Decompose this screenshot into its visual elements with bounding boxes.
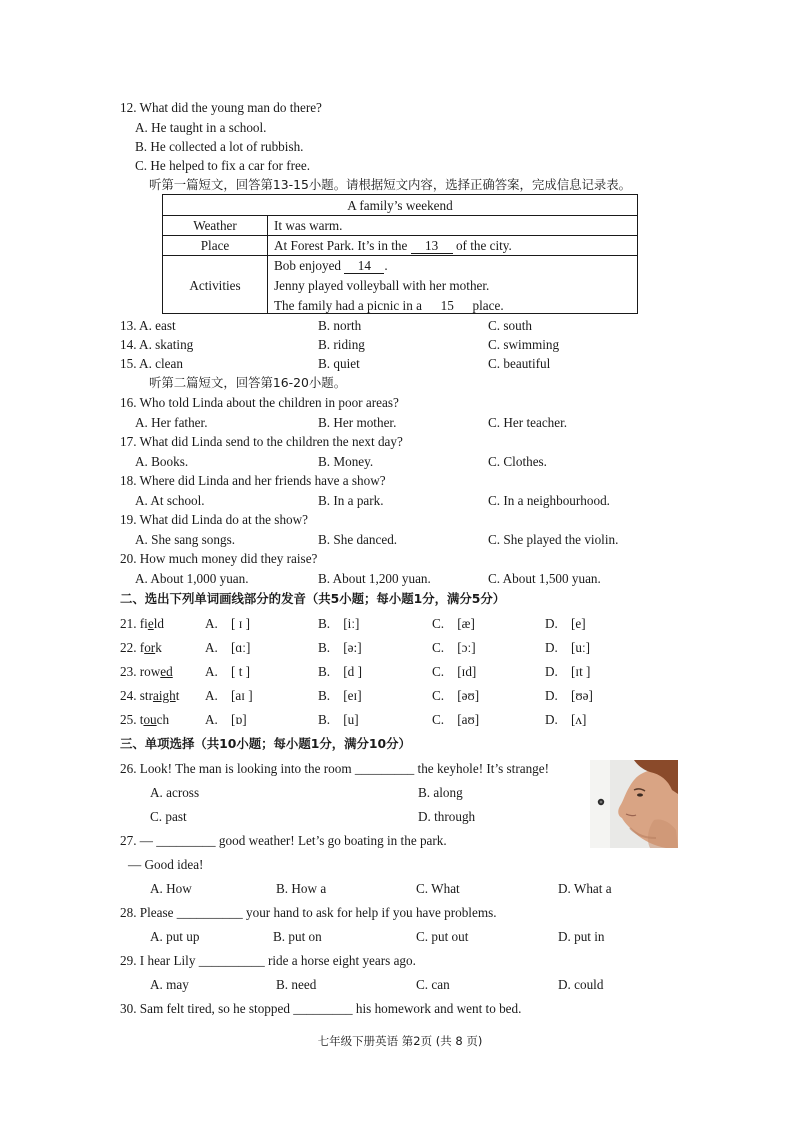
phonetic-23-d: D. [ɪt ] <box>545 664 591 679</box>
phonetic-22-b: B. [ə:] <box>318 640 362 655</box>
q18-option-c: C. In a neighbourhood. <box>488 493 610 508</box>
blank-15: 15 <box>425 299 469 314</box>
phonetic-24-a: A. [aɪ ] <box>205 688 253 703</box>
section-2-title: 二、选出下列单词画线部分的发音（共5小题；每小题1分，满分5分） <box>120 591 506 606</box>
q17-question: 17. What did Linda send to the children the next day? <box>120 434 403 449</box>
q17-option-b: B. Money. <box>318 454 374 469</box>
q14-option-b: B. riding <box>318 337 365 352</box>
activities-line-1-pre: Bob enjoyed <box>274 258 342 273</box>
q19-option-c: C. She played the violin. <box>488 532 619 547</box>
q28-option-b: B. put on <box>273 929 322 944</box>
phonetic-word-22: 22. fork <box>120 640 162 655</box>
phonetic-25-a: A. [ɒ] <box>205 712 247 727</box>
phonetic-25-c: C. [aʊ] <box>432 712 480 727</box>
q18-option-b: B. In a park. <box>318 493 384 508</box>
phonetic-21-b: B. [iː] <box>318 616 360 631</box>
q29-option-d: D. could <box>558 977 604 992</box>
q12-option-c: C. He helped to fix a car for free. <box>135 158 311 173</box>
q14-option-a: 14. A. skating <box>120 337 194 352</box>
row-value-place <box>274 238 512 254</box>
q14-option-c: C. swimming <box>488 337 560 352</box>
phonetic-word-24: 24. straight <box>120 688 180 703</box>
activities-line-3-pre: The family had a picnic in a <box>274 298 422 313</box>
q27-option-d: D. What a <box>558 881 612 896</box>
q27-option-a: A. How <box>150 881 192 896</box>
q12-option-a: A. He taught in a school. <box>135 120 267 135</box>
q16-option-a: A. Her father. <box>135 415 208 430</box>
q19-option-b: B. She danced. <box>318 532 398 547</box>
q12-question: 12. What did the young man do there? <box>120 100 322 115</box>
row-label-weather: Weather <box>193 218 237 233</box>
q18-question: 18. Where did Linda and her friends have a show? <box>120 473 386 488</box>
place-text-pre: At Forest Park. It’s in the <box>274 238 408 253</box>
phonetic-21-a: A. [ ɪ ] <box>205 616 251 631</box>
q26-option-c: C. past <box>150 809 187 824</box>
q20-option-c: C. About 1,500 yuan. <box>488 571 601 586</box>
row-label-place: Place <box>200 238 230 253</box>
phonetic-22-c: C. [ɔː] <box>432 640 476 655</box>
section-note-1: 听第一篇短文，回答第13-15小题。请根据短文内容，选择正确答案，完成信息记录表。 <box>149 177 632 192</box>
q16-option-b: B. Her mother. <box>318 415 397 430</box>
q26-option-d: D. through <box>418 809 476 824</box>
q26-option-b: B. along <box>418 785 463 800</box>
q16-option-c: C. Her teacher. <box>488 415 568 430</box>
phonetic-24-c: C. [əʊ] <box>432 688 480 703</box>
table-title: A family’s weekend <box>347 198 453 213</box>
activities-line-1-post: . <box>384 258 388 273</box>
blank-14: 14 <box>344 259 384 274</box>
q27-option-c: C. What <box>416 881 460 896</box>
q20-option-b: B. About 1,200 yuan. <box>318 571 431 586</box>
section-note-2: 听第二篇短文，回答第16-20小题。 <box>149 375 347 390</box>
phonetic-25-b: B. [u] <box>318 712 359 727</box>
row-label-activities: Activities <box>189 278 241 293</box>
section-3-title: 三、单项选择（共10小题；每小题1分，满分10分） <box>120 736 411 751</box>
q29-option-c: C. can <box>416 977 450 992</box>
man-at-keyhole-image <box>590 760 678 848</box>
q29-option-b: B. need <box>276 977 317 992</box>
q13-option-a: 13. A. east <box>120 318 176 333</box>
phonetic-word-21: 21. field <box>120 616 164 631</box>
phonetic-word-25: 25. touch <box>120 712 170 727</box>
activities-line-1 <box>274 258 388 274</box>
q27-option-b: B. How a <box>276 881 327 896</box>
q28-option-a: A. put up <box>150 929 200 944</box>
q15-option-c: C. beautiful <box>488 356 551 371</box>
q17-option-c: C. Clothes. <box>488 454 547 469</box>
phonetic-24-b: B. [eɪ] <box>318 688 362 703</box>
q13-option-c: C. south <box>488 318 532 333</box>
q28-question: 28. Please __________ your hand to ask for help if you have problems. <box>120 905 497 920</box>
q20-option-a: A. About 1,000 yuan. <box>135 571 249 586</box>
keyhole-photo <box>590 760 678 848</box>
blank-13: 13 <box>411 239 453 254</box>
phonetic-22-a: A. [ɑː] <box>205 640 251 655</box>
q29-question: 29. I hear Lily __________ ride a horse eight years ago. <box>120 953 416 968</box>
phonetic-word-23: 23. rowed <box>120 664 173 679</box>
q29-option-a: A. may <box>150 977 189 992</box>
q19-question: 19. What did Linda do at the show? <box>120 512 309 527</box>
q19-option-a: A. She sang songs. <box>135 532 236 547</box>
q13-option-b: B. north <box>318 318 362 333</box>
place-text-post: of the city. <box>455 238 512 253</box>
q26-question: 26. Look! The man is looking into the room _________ the keyhole! It’s strange! <box>120 761 550 776</box>
phonetic-22-d: D. [uː] <box>545 640 591 655</box>
q16-question: 16. Who told Linda about the children in poor areas? <box>120 395 399 410</box>
q12-option-b: B. He collected a lot of rubbish. <box>135 139 304 154</box>
phonetic-23-a: A. [ t ] <box>205 664 251 679</box>
phonetic-23-b: B. [d ] <box>318 664 362 679</box>
q28-option-d: D. put in <box>558 929 605 944</box>
phonetic-23-c: C. [ɪd] <box>432 664 477 679</box>
q26-option-a: A. across <box>150 785 200 800</box>
q18-option-a: A. At school. <box>135 493 205 508</box>
phonetic-21-c: C. [æ] <box>432 616 475 631</box>
q20-question: 20. How much money did they raise? <box>120 551 318 566</box>
row-value-weather: It was warm. <box>274 218 343 233</box>
phonetic-24-d: D. [ʊə] <box>545 688 593 703</box>
activities-line-3 <box>274 298 504 314</box>
phonetic-21-d: D. [e] <box>545 616 586 631</box>
q30-question: 30. Sam felt tired, so he stopped _________ his homework and went to bed. <box>120 1001 522 1016</box>
q17-option-a: A. Books. <box>135 454 189 469</box>
activities-line-2: Jenny played volleyball with her mother. <box>274 278 490 293</box>
q15-option-a: 15. A. clean <box>120 356 183 371</box>
info-table <box>162 194 638 314</box>
q15-option-b: B. quiet <box>318 356 360 371</box>
q27-question: 27. — _________ good weather! Let’s go boating in the park. <box>120 833 447 848</box>
q28-option-c: C. put out <box>416 929 469 944</box>
page-footer: 七年级下册英语 第2页 (共 8 页) <box>317 1034 483 1048</box>
phonetic-25-d: D. [ʌ] <box>545 712 587 727</box>
activities-line-3-post: place. <box>472 298 504 313</box>
q27-reply: — Good idea! <box>128 857 204 872</box>
